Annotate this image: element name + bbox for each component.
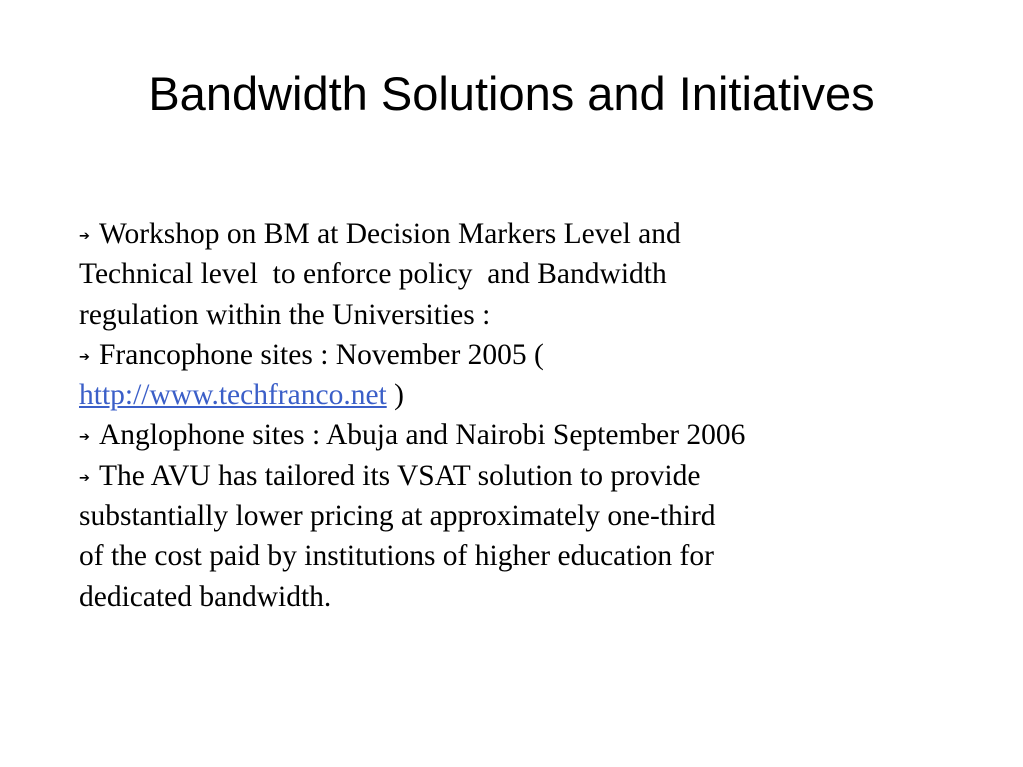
arrow-right-icon: ➔ (79, 430, 90, 446)
bullet-line (79, 456, 909, 496)
techfranco-link[interactable]: http://www.techfranco.net (79, 379, 387, 412)
bullet-line (79, 375, 909, 415)
bullet-line (79, 335, 909, 375)
bullet-line: substantially lower pricing at approximately one-third (79, 500, 716, 533)
bullet-text: Francophone sites : November 2005 ( (99, 338, 544, 371)
bullet-text: Anglophone sites : Abuja and Nairobi September 2006 (99, 419, 746, 452)
slide-body (79, 214, 909, 617)
bullet-line: regulation within the Universities : (79, 298, 491, 331)
arrow-right-icon: ➔ (79, 470, 90, 486)
bullet-text: The AVU has tailored its VSAT solution to provide (99, 459, 701, 492)
bullet-line (79, 214, 909, 254)
bullet-item (79, 456, 909, 617)
bullet-line: Technical level to enforce policy and Bandwidth (79, 258, 667, 291)
bullet-item (79, 214, 909, 335)
bullet-text: ) (386, 379, 404, 412)
bullet-line: of the cost paid by institutions of higher education for (79, 540, 714, 573)
slide-title: Bandwidth Solutions and Initiatives (148, 67, 875, 120)
bullet-line: dedicated bandwidth. (79, 580, 332, 613)
arrow-right-icon: ➔ (79, 229, 90, 244)
bullet-item (79, 415, 909, 455)
bullet-item (79, 335, 909, 416)
bullet-line (79, 415, 909, 455)
arrow-right-icon: ➔ (79, 349, 90, 365)
bullet-text: Workshop on BM at Decision Markers Level and (99, 218, 681, 250)
